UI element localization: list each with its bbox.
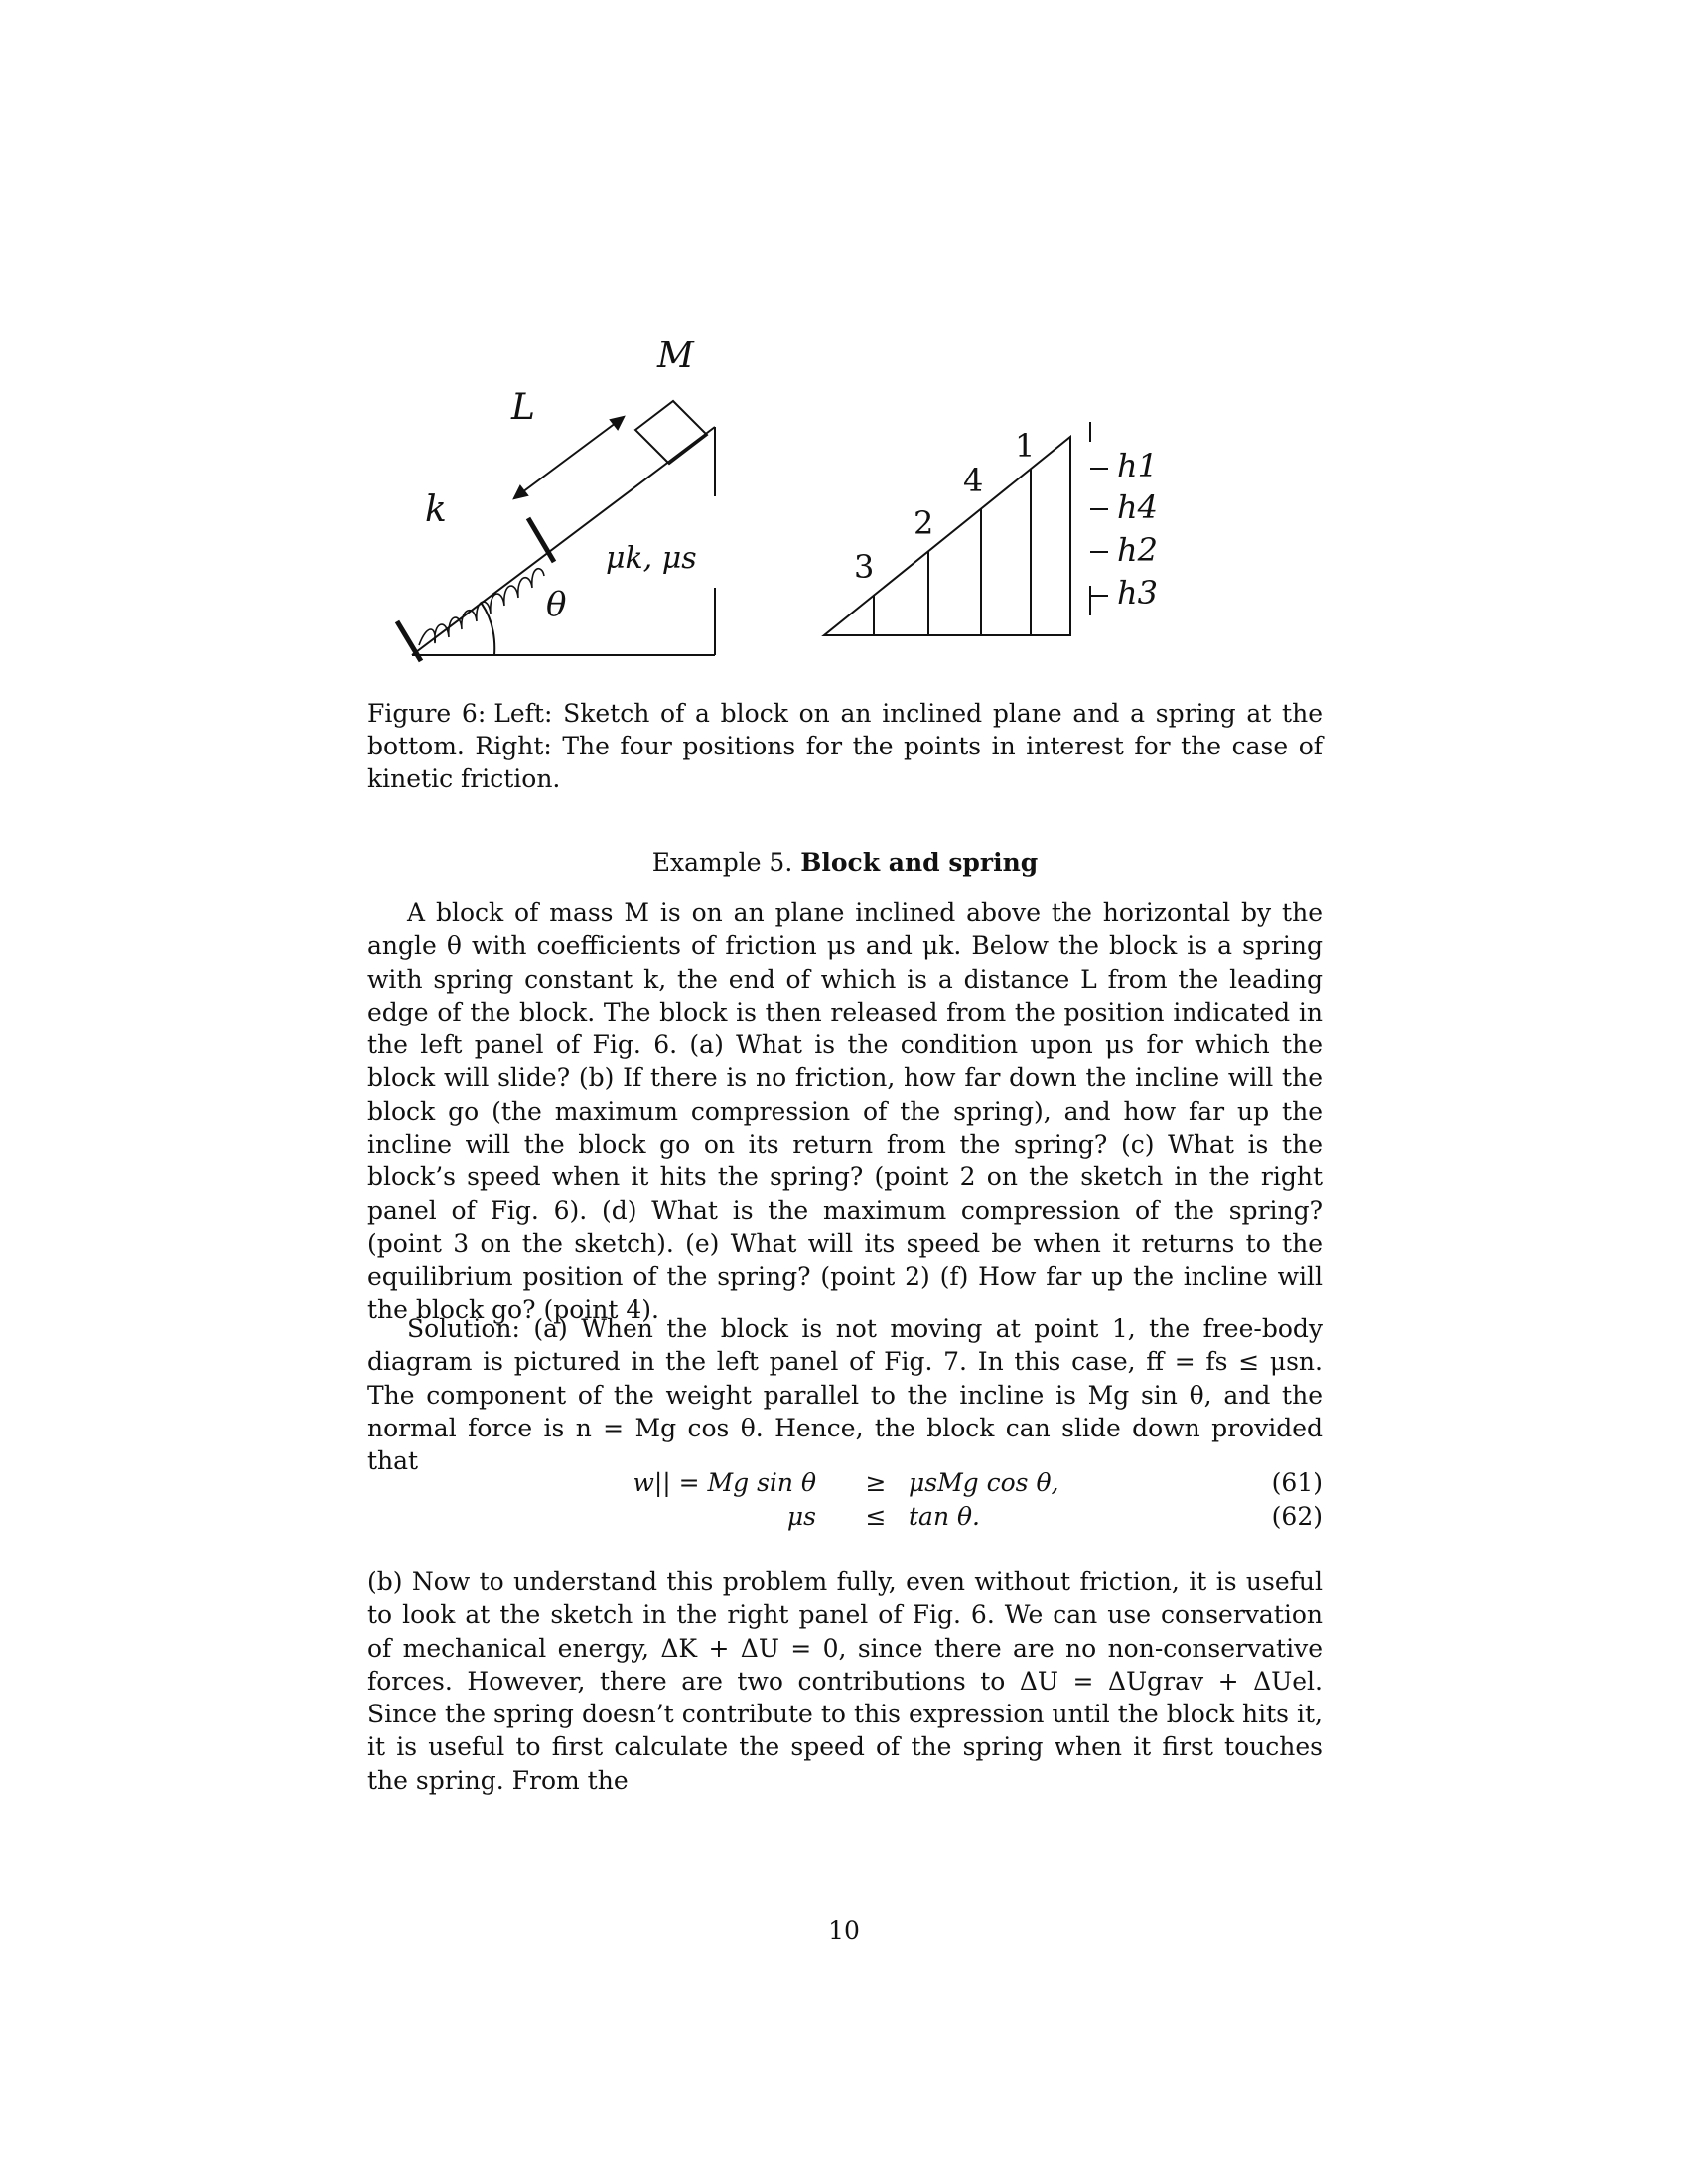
friction-label: μk, μs [606, 541, 697, 576]
spring-base-plate [397, 621, 421, 661]
figure-caption [367, 697, 1323, 795]
caption-label: Figure 6: [367, 699, 487, 728]
height-label-2: h2 [1117, 531, 1158, 569]
equation-62-number: (62) [1271, 1502, 1323, 1531]
length-arrow [514, 417, 624, 498]
equation-61-relation: ≥ [865, 1468, 887, 1497]
example-prefix: Example 5. [651, 848, 793, 877]
equation-62-relation: ≤ [865, 1502, 887, 1531]
length-label: L [511, 387, 535, 428]
length-arrowhead-bottom [514, 486, 527, 498]
right-incline [824, 437, 1070, 635]
point-2-label: 2 [914, 504, 934, 542]
equation-61-lhs: w|| = Mg sin θ [633, 1468, 816, 1497]
angle-label: θ [546, 585, 567, 624]
height-label-4: h4 [1117, 488, 1158, 526]
spring-coils [419, 569, 544, 645]
right-panel [824, 422, 1108, 635]
equation-62-lhs: μs [786, 1502, 816, 1531]
spring-plate [528, 518, 554, 562]
point-4-label: 4 [963, 462, 984, 499]
solution-paragraph: Solution: (a) When the block is not moving at point 1, the free-body diagram is pictured in the left panel of Fig. 7. In this case, ff = fs ≤ μsn. The component of the weight parallel to the incline is Mg sin θ, and the normal force is n = Mg cos θ. Hence, the block can slide down provided that [367, 1314, 1323, 1476]
spring-constant-label: k [425, 489, 447, 530]
equation-62-rhs: tan θ. [909, 1502, 980, 1531]
equation-61 [367, 1466, 1323, 1500]
figure-6-svg [357, 328, 1331, 685]
figure-6 [357, 328, 1331, 685]
part-b-paragraph: (b) Now to understand this problem fully, even without friction, it is useful to look at the sketch in the right panel of Fig. 6. We can use conservation of mechanical energy, ΔK + ΔU = 0, since there are no non-conservative forces. However, there are two contributions to ΔU = ΔUgrav + ΔUel. Since the spring doesn’t contribute to this expression until the block hits it, it is useful to first calculate the speed of the spring when it first touches the spring. From the [367, 1568, 1323, 1795]
point-1-label: 1 [1015, 427, 1036, 465]
length-arrowhead-top [611, 417, 624, 429]
block [635, 401, 707, 464]
height-label-1: h1 [1117, 447, 1158, 484]
point-3-label: 3 [854, 548, 875, 586]
equation-61-rhs: μsMg cos θ, [909, 1468, 1059, 1497]
height-label-3: h3 [1117, 574, 1158, 612]
problem-paragraph: A block of mass M is on an plane inclined above the horizontal by the angle θ with coefficients of friction μs and μk. Below the block is a spring with spring constant k, the end of which is a distance L from the leading edge of the block. The block is then released from the position indicated in the left panel of Fig. 6. (a) What is the condition upon μs for which the block will slide? (b) If there is no friction, how far down the incline will the block go (the maximum compression of the spring), and how far up the incline will the block go on its return from the spring? (c) What is the block’s speed when it hits the spring? (point 2 on the sketch in the right panel of Fig. 6). (d) What is the maximum compression of the spring? (point 3 on the sketch). (e) What will its speed be when it returns to the equilibrium position of the spring? (point 2) (f) How far up the incline will the block go? (point 4). [367, 898, 1323, 1324]
example-title: Block and spring [800, 848, 1039, 877]
mass-label: M [657, 336, 694, 376]
angle-arc [482, 604, 494, 655]
page-number: 10 [828, 1916, 860, 1945]
example-heading [367, 846, 1323, 879]
caption-text: Left: Sketch of a block on an inclined plane and a spring at the bottom. Right: The four positions for the points in interest for the case of kinetic friction. [367, 699, 1323, 793]
equation-62 [367, 1500, 1323, 1534]
equation-61-number: (61) [1271, 1468, 1323, 1497]
